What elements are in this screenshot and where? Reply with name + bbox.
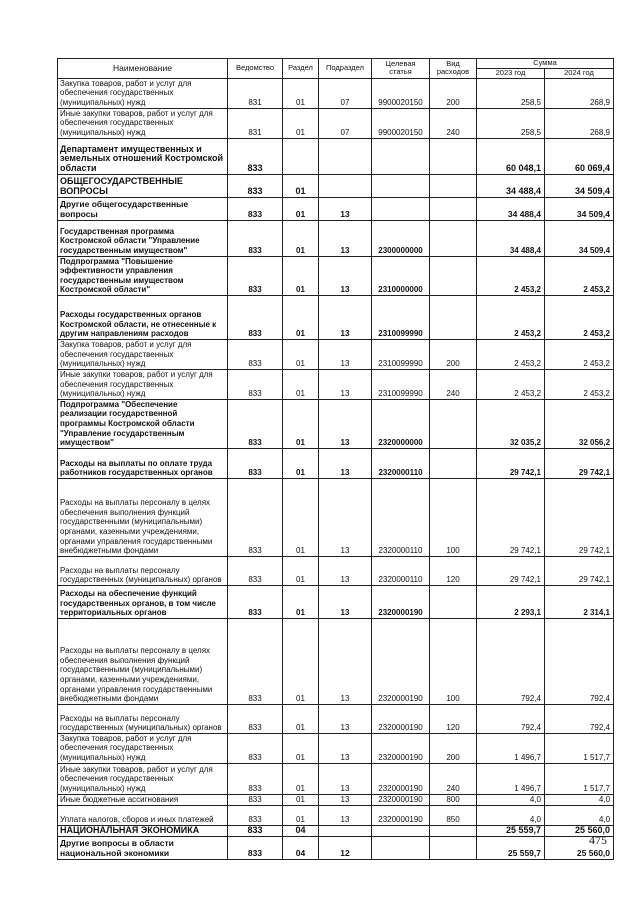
row-target [372,138,430,174]
row-name: Департамент имущественных и земельных отношений Костромской области [58,138,228,174]
row-name: Закупка товаров, работ и услуг для обеспечения государственных (муниципальных) нужд [58,339,228,369]
row-section: 01 [283,78,319,108]
row-dept: 833 [228,339,283,369]
row-target: 2320000110 [372,448,430,478]
row-subsection: 13 [319,794,372,805]
row-value-2024: 4,0 [545,805,614,825]
row-name: Подпрограмма "Повышение эффективности управления государственным имуществом Костромской области" [58,256,228,295]
row-value-2023: 258,5 [477,78,545,108]
row-type: 100 [430,478,477,556]
row-subsection: 13 [319,197,372,220]
row-dept: 833 [228,369,283,399]
row-target: 2310099990 [372,339,430,369]
row-section: 01 [283,478,319,556]
table-row [58,295,614,339]
row-section: 04 [283,825,319,836]
row-target: 2320000190 [372,585,430,618]
table-row [58,256,614,295]
table-row [58,618,614,704]
row-subsection: 07 [319,78,372,108]
row-name: Закупка товаров, работ и услуг для обеспечения государственных (муниципальных) нужд [58,733,228,763]
row-dept: 833 [228,704,283,733]
row-target: 2310099990 [372,369,430,399]
row-value-2023: 2 453,2 [477,295,545,339]
table-row [58,220,614,256]
row-subsection: 13 [319,399,372,448]
row-type: 800 [430,794,477,805]
header-name: Наименование [58,59,228,79]
row-target [372,836,430,859]
row-name: Закупка товаров, работ и услуг для обеспечения государственных (муниципальных) нужд [58,78,228,108]
row-target: 2320000190 [372,618,430,704]
table-row [58,836,614,859]
row-type: 120 [430,704,477,733]
row-target: 2320000190 [372,763,430,794]
row-value-2023: 34 488,4 [477,174,545,197]
row-value-2023: 792,4 [477,618,545,704]
row-section: 01 [283,339,319,369]
table-row [58,556,614,585]
table-row [58,78,614,108]
row-value-2023: 34 488,4 [477,197,545,220]
row-dept: 833 [228,618,283,704]
row-section: 01 [283,295,319,339]
row-type [430,448,477,478]
row-value-2024: 2 453,2 [545,295,614,339]
row-section: 01 [283,794,319,805]
row-target: 9900020150 [372,78,430,108]
row-value-2024: 2 453,2 [545,369,614,399]
row-section: 01 [283,585,319,618]
row-type: 200 [430,78,477,108]
row-name: Расходы на выплаты персоналу государственных (муниципальных) органов [58,704,228,733]
row-subsection [319,138,372,174]
row-subsection: 13 [319,220,372,256]
row-type [430,138,477,174]
row-name: Уплата налогов, сборов и иных платежей [58,805,228,825]
row-section: 01 [283,556,319,585]
row-dept: 833 [228,733,283,763]
row-type: 240 [430,369,477,399]
table-body [58,78,614,859]
row-section: 01 [283,618,319,704]
table-row [58,805,614,825]
row-name: Другие вопросы в области национальной экономики [58,836,228,859]
row-value-2024: 34 509,4 [545,174,614,197]
header-2024: 2024 год [545,68,614,78]
table-row [58,448,614,478]
row-subsection: 13 [319,448,372,478]
row-dept: 831 [228,78,283,108]
row-name: НАЦИОНАЛЬНАЯ ЭКОНОМИКА [58,825,228,836]
row-subsection: 13 [319,704,372,733]
row-name: Иные закупки товаров, работ и услуг для обеспечения государственных (муниципальных) нужд [58,369,228,399]
row-target: 2310000000 [372,256,430,295]
row-value-2023: 2 453,2 [477,369,545,399]
row-value-2024: 1 517,7 [545,763,614,794]
row-value-2023: 29 742,1 [477,478,545,556]
row-subsection: 13 [319,733,372,763]
row-dept: 833 [228,794,283,805]
row-dept: 831 [228,108,283,138]
row-type: 120 [430,556,477,585]
row-value-2023: 25 559,7 [477,825,545,836]
row-type: 240 [430,763,477,794]
row-target: 2300000000 [372,220,430,256]
row-value-2024: 60 069,4 [545,138,614,174]
header-type: Вид расходов [430,59,477,79]
row-dept: 833 [228,295,283,339]
header-section: Раздел [283,59,319,79]
page-number: 475 [589,833,607,847]
header-2023: 2023 год [477,68,545,78]
row-type [430,174,477,197]
table-row [58,174,614,197]
row-value-2024: 2 453,2 [545,339,614,369]
row-value-2023: 2 453,2 [477,256,545,295]
row-value-2023: 792,4 [477,704,545,733]
row-dept: 833 [228,174,283,197]
row-subsection: 13 [319,256,372,295]
row-type: 200 [430,733,477,763]
row-dept: 833 [228,256,283,295]
row-value-2024: 29 742,1 [545,556,614,585]
row-value-2023: 29 742,1 [477,448,545,478]
row-target: 2320000190 [372,805,430,825]
row-type [430,295,477,339]
row-target: 2320000110 [372,556,430,585]
row-value-2024: 25 560,0 [545,836,614,859]
row-section: 01 [283,256,319,295]
row-type: 240 [430,108,477,138]
row-value-2024: 792,4 [545,704,614,733]
row-target: 2320000190 [372,704,430,733]
row-name: Другие общегосударственные вопросы [58,197,228,220]
row-value-2023: 258,5 [477,108,545,138]
header-target: Целевая статья [372,59,430,79]
row-name: Расходы государственных органов Костромской области, не отнесенные к другим направлениям расходов [58,295,228,339]
table-row [58,585,614,618]
header-subsection: Подраздел [319,59,372,79]
row-value-2024: 34 509,4 [545,220,614,256]
row-name: ОБЩЕГОСУДАРСТВЕННЫЕ ВОПРОСЫ [58,174,228,197]
row-subsection: 07 [319,108,372,138]
row-subsection: 13 [319,556,372,585]
row-subsection [319,174,372,197]
row-section: 01 [283,399,319,448]
row-target [372,174,430,197]
row-section [283,138,319,174]
row-dept: 833 [228,836,283,859]
row-dept: 833 [228,763,283,794]
row-subsection [319,825,372,836]
row-subsection: 13 [319,585,372,618]
table-row [58,339,614,369]
row-section: 04 [283,836,319,859]
row-dept: 833 [228,138,283,174]
row-type [430,825,477,836]
row-type: 200 [430,339,477,369]
row-name: Расходы на выплаты персоналу в целях обеспечения выполнения функций государственными (муниципальными) органами, казенными учреждениями, органами управления государственными внебюджетными фондами [58,478,228,556]
row-dept: 833 [228,399,283,448]
row-subsection: 13 [319,478,372,556]
row-dept: 833 [228,478,283,556]
row-target: 2320000190 [372,733,430,763]
row-section: 01 [283,108,319,138]
row-value-2023: 60 048,1 [477,138,545,174]
row-name: Иные закупки товаров, работ и услуг для обеспечения государственных (муниципальных) нужд [58,763,228,794]
row-subsection: 13 [319,618,372,704]
row-value-2024: 268,9 [545,78,614,108]
row-dept: 833 [228,825,283,836]
row-dept: 833 [228,585,283,618]
table-row [58,138,614,174]
row-value-2023: 2 453,2 [477,339,545,369]
table-row [58,197,614,220]
row-target: 2320000000 [372,399,430,448]
row-type [430,585,477,618]
row-section: 01 [283,369,319,399]
row-value-2024: 4,0 [545,794,614,805]
table-row [58,478,614,556]
row-target [372,825,430,836]
row-target: 2320000190 [372,794,430,805]
row-type [430,197,477,220]
row-dept: 833 [228,448,283,478]
row-name: Расходы на выплаты персоналу государственных (муниципальных) органов [58,556,228,585]
table-row [58,108,614,138]
table-row [58,704,614,733]
row-value-2024: 25 560,0 [545,825,614,836]
row-dept: 833 [228,197,283,220]
row-section: 01 [283,220,319,256]
header-dept: Ведомство [228,59,283,79]
row-value-2024: 792,4 [545,618,614,704]
table-row [58,733,614,763]
row-name: Иные закупки товаров, работ и услуг для обеспечения государственных (муниципальных) нужд [58,108,228,138]
row-dept: 833 [228,805,283,825]
table-row [58,825,614,836]
row-subsection: 13 [319,295,372,339]
table-row [58,794,614,805]
table-header [58,59,614,79]
row-type: 100 [430,618,477,704]
row-section: 01 [283,174,319,197]
row-section: 01 [283,805,319,825]
table-row [58,763,614,794]
row-value-2024: 32 056,2 [545,399,614,448]
table-row [58,399,614,448]
row-value-2023: 2 293,1 [477,585,545,618]
row-target: 9900020150 [372,108,430,138]
row-type [430,256,477,295]
row-type [430,220,477,256]
row-section: 01 [283,448,319,478]
row-value-2023: 25 559,7 [477,836,545,859]
row-dept: 833 [228,220,283,256]
row-value-2024: 29 742,1 [545,448,614,478]
row-target: 2310099990 [372,295,430,339]
row-type [430,836,477,859]
row-subsection: 13 [319,763,372,794]
row-value-2023: 34 488,4 [477,220,545,256]
row-section: 01 [283,763,319,794]
row-name: Подпрограмма "Обеспечение реализации государственной программы Костромской области "Управление государственным имуществом" [58,399,228,448]
header-sum: Сумма [477,59,614,69]
row-value-2023: 32 035,2 [477,399,545,448]
row-value-2023: 1 496,7 [477,733,545,763]
row-value-2023: 29 742,1 [477,556,545,585]
row-name: Государственная программа Костромской области "Управление государственным имуществом" [58,220,228,256]
row-value-2023: 1 496,7 [477,763,545,794]
row-value-2024: 2 453,2 [545,256,614,295]
row-value-2024: 1 517,7 [545,733,614,763]
row-value-2024: 34 509,4 [545,197,614,220]
row-type [430,399,477,448]
row-value-2024: 29 742,1 [545,478,614,556]
row-name: Расходы на обеспечение функций государственных органов, в том числе территориальных органов [58,585,228,618]
row-type: 850 [430,805,477,825]
row-subsection: 13 [319,339,372,369]
row-subsection: 13 [319,369,372,399]
row-section: 01 [283,733,319,763]
budget-table [57,58,614,860]
row-value-2023: 4,0 [477,805,545,825]
row-value-2024: 2 314,1 [545,585,614,618]
row-name: Иные бюджетные ассигнования [58,794,228,805]
row-value-2023: 4,0 [477,794,545,805]
row-name: Расходы на выплаты персоналу в целях обеспечения выполнения функций государственными (муниципальными) органами, казенными учреждениями, органами управления государственными внебюджетными фондами [58,618,228,704]
table-row [58,369,614,399]
row-subsection: 12 [319,836,372,859]
row-name: Расходы на выплаты по оплате труда работников государственных органов [58,448,228,478]
row-target: 2320000110 [372,478,430,556]
row-dept: 833 [228,556,283,585]
row-value-2024: 268,9 [545,108,614,138]
row-subsection: 13 [319,805,372,825]
row-section: 01 [283,197,319,220]
row-target [372,197,430,220]
row-section: 01 [283,704,319,733]
